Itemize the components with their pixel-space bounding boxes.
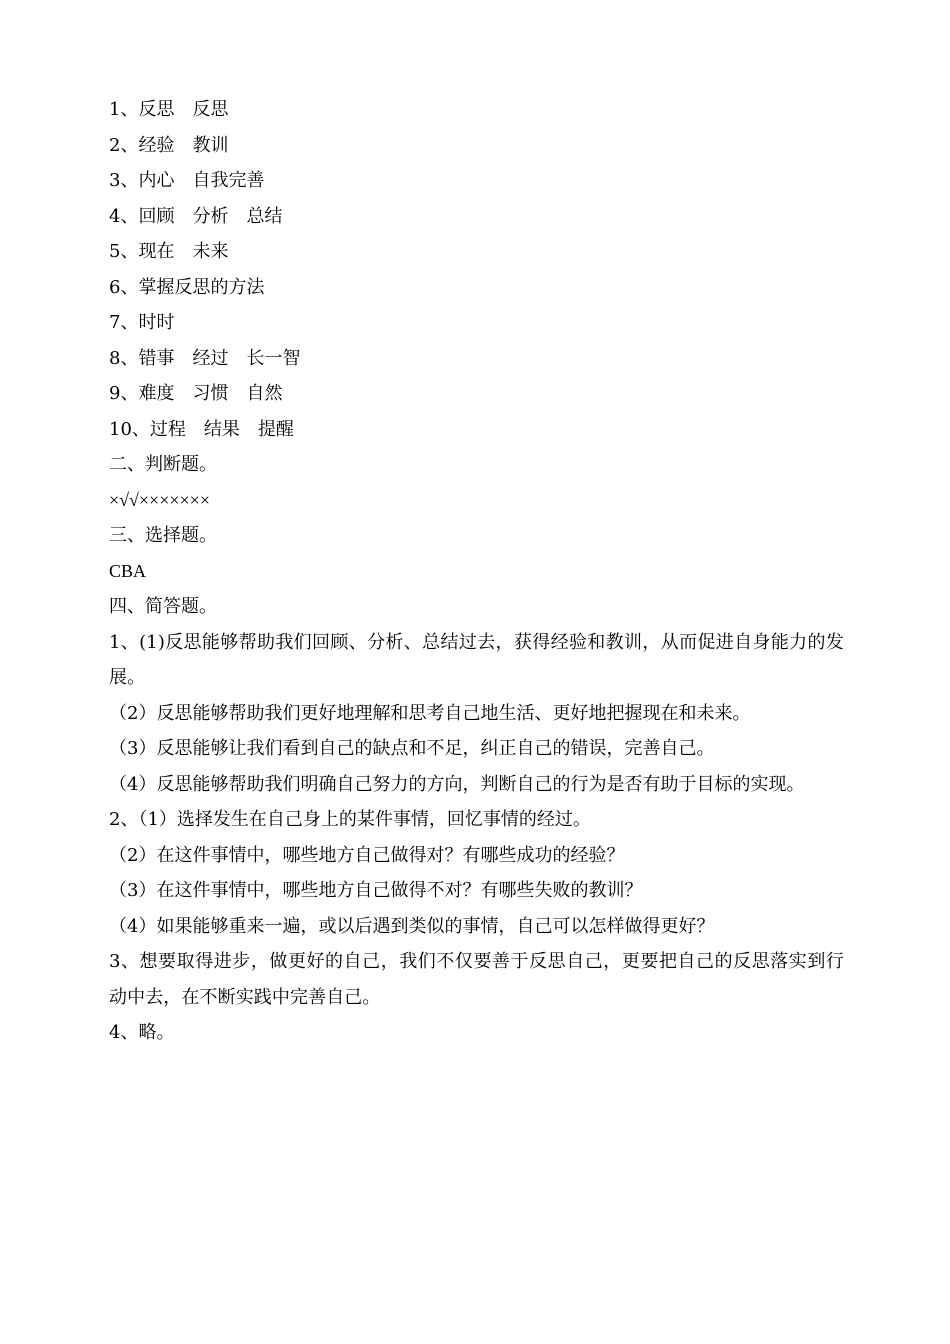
fill-answer-8: 8、错事 经过 长一智 [109,347,301,369]
section-heading-short-answer: 四、简答题。 [109,596,217,617]
fill-answer-3: 3、内心 自我完善 [109,170,265,191]
fill-answer-2: 2、经验 教训 [109,134,229,156]
short-answer-2-point-3: （3）在这件事情中，哪些地方自己做得不对？有哪些失败的教训？ [109,880,643,901]
judgement-answers: ×√√××××××× [109,489,210,510]
fill-answer-6: 6、掌握反思的方法 [109,276,265,298]
fill-answer-9: 9、难度 习惯 自然 [109,383,283,404]
short-answer-1-point-1: 1、(1)反思能够帮助我们回顾、分析、总结过去，获得经验和教训，从而促进自身能力的发展。 [109,631,844,688]
fill-answer-1: 1、反思 反思 [109,99,229,120]
short-answer-2-point-1: 2、（1）选择发生在自己身上的某件事情，回忆事情的经过。 [109,809,591,830]
short-answer-4: 4、略。 [109,1022,175,1043]
fill-answer-4: 4、回顾 分析 总结 [109,205,283,227]
choice-answers: CBA [109,560,147,581]
short-answer-2-point-2: （2）在这件事情中，哪些地方自己做得对？有哪些成功的经验？ [109,844,625,866]
short-answer-1-point-2: （2）反思能够帮助我们更好地理解和思考自己地生活、更好地把握现在和未来。 [109,702,751,724]
short-answer-2-point-4: （4）如果能够重来一遍，或以后遇到类似的事情，自己可以怎样做得更好？ [109,915,715,937]
short-answer-1-point-3: （3）反思能够让我们看到自己的缺点和不足，纠正自己的错误，完善自己。 [109,738,715,759]
short-answer-1-point-4: （4）反思能够帮助我们明确自己努力的方向，判断自己的行为是否有助于目标的实现。 [109,773,805,795]
section-heading-choice: 三、选择题。 [109,525,217,546]
short-answer-3: 3、想要取得进步，做更好的自己，我们不仅要善于反思自己，更要把自己的反思落实到行动中去，在不断实践中完善自己。 [109,951,844,1008]
fill-answer-7: 7、时时 [109,312,175,333]
answer-document [109,92,844,1051]
fill-answer-5: 5、现在 未来 [109,241,229,262]
section-heading-judgement: 二、判断题。 [109,454,217,475]
fill-answer-10: 10、过程 结果 提醒 [109,418,294,440]
